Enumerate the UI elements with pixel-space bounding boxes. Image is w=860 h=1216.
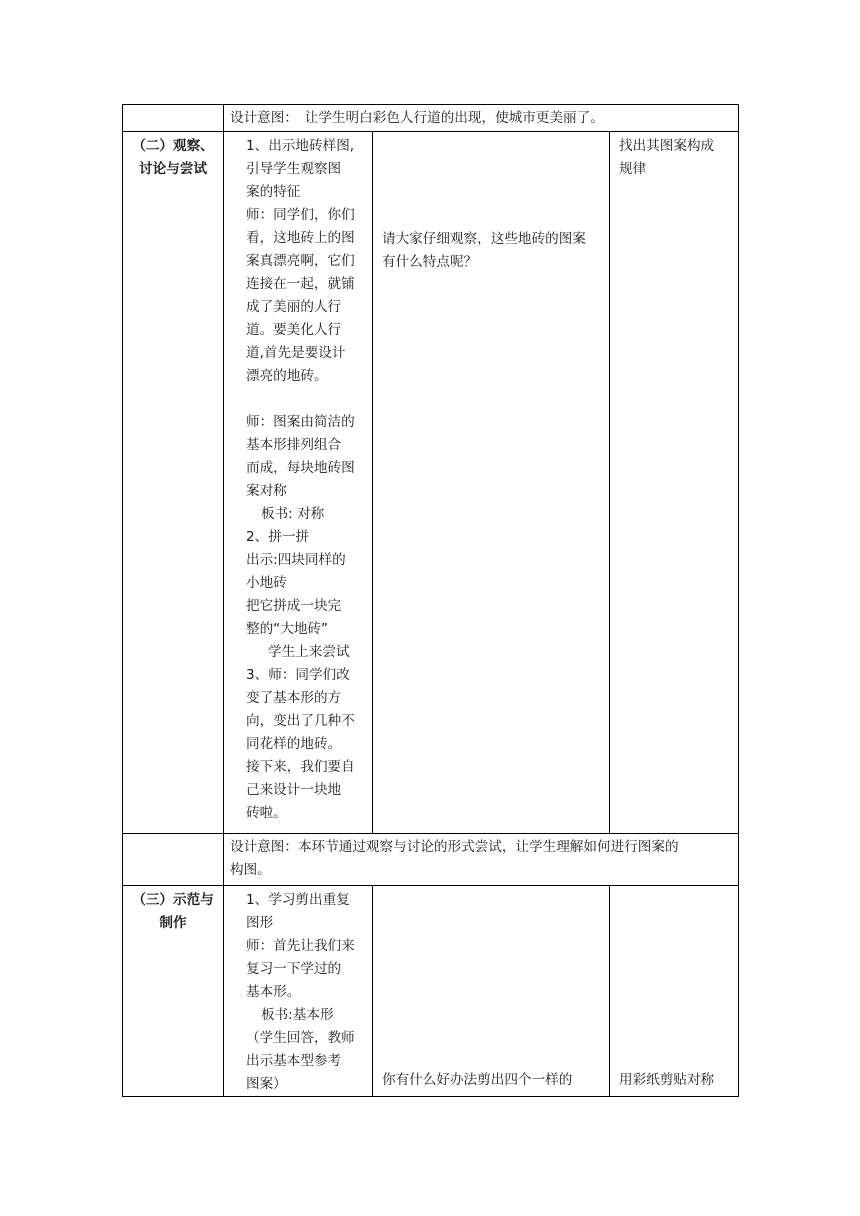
design-intent-text: 设计意图： 让学生明白彩色人行道的出现，使城市更美丽了。 xyxy=(224,105,739,132)
stage-label-line: 制作 xyxy=(159,915,187,931)
text-line: 连接在一起，就铺 xyxy=(246,276,355,292)
text-line: 2、拼一拼 xyxy=(246,529,310,545)
text-line: 道,首先是要设计 xyxy=(246,345,346,361)
student-activity-line: 找出其图案构成 xyxy=(619,138,715,154)
section-2-row xyxy=(123,132,739,834)
text-line: 1、出示地砖样图, xyxy=(246,138,355,154)
teacher-activity-cell xyxy=(224,886,373,1097)
text-line: 引导学生观察图 xyxy=(246,161,342,177)
stage-label-line: 讨论与尝试 xyxy=(139,161,207,177)
design-intent-row-2 xyxy=(123,834,739,886)
question-cell xyxy=(373,132,610,834)
text-line: 砖啦。 xyxy=(246,805,287,821)
text-line: 出示基本型参考 xyxy=(246,1053,342,1069)
stage-label-observe xyxy=(123,132,224,834)
text-line: 变了基本形的方 xyxy=(246,690,342,706)
text-line: 师：首先让我们来 xyxy=(246,938,355,954)
text-line: 3、师：同学们改 xyxy=(246,667,350,683)
teacher-activity-cell xyxy=(224,132,373,834)
section-3-row xyxy=(123,886,739,1097)
stage-label-demo xyxy=(123,886,224,1097)
question-line: 有什么特点呢？ xyxy=(382,254,478,270)
text-line: 复习一下学过的 xyxy=(246,961,342,977)
question-line: 请大家仔细观察，这些地砖的图案 xyxy=(382,231,586,247)
board-writing: 板书:基本形 xyxy=(261,1007,334,1023)
text-line: 案真漂亮啊，它们 xyxy=(246,253,355,269)
student-activity-line: 用彩纸剪贴对称 xyxy=(619,1072,715,1088)
text-line: 师：图案由简洁的 xyxy=(246,414,355,430)
text-line: 看，这地砖上的图 xyxy=(246,230,355,246)
text-line: 基本形。 xyxy=(246,984,301,1000)
intent-line: 设计意图：本环节通过观察与讨论的形式尝试，让学生理解如何进行图案的 xyxy=(230,839,679,855)
question-cell xyxy=(373,886,610,1097)
text-line: 案的特征 xyxy=(246,184,301,200)
text-line: 小地砖 xyxy=(246,575,287,591)
text-line: 而成，每块地砖图 xyxy=(246,460,355,476)
stage-label-line: （二）观察、 xyxy=(132,138,214,154)
lesson-plan-table xyxy=(122,104,739,1097)
text-line: 把它拼成一块完 xyxy=(246,598,342,614)
text-line: 学生上来尝试 xyxy=(268,644,350,660)
design-intent-row-1 xyxy=(123,105,739,132)
student-activity-line: 规律 xyxy=(619,161,647,177)
text-line: 己来设计一块地 xyxy=(246,782,342,798)
text-line: 漂亮的地砖。 xyxy=(246,368,328,384)
text-line: 接下来，我们要自 xyxy=(246,759,355,775)
intent-line: 构图。 xyxy=(230,862,271,878)
text-line: 向，变出了几种不 xyxy=(246,713,355,729)
blank-line xyxy=(246,388,366,411)
text-line: 图案） xyxy=(246,1076,287,1092)
text-line: （学生回答，教师 xyxy=(246,1030,355,1046)
text-line: 1、学习剪出重复 xyxy=(246,892,350,908)
text-line: 基本形排列组合 xyxy=(246,437,342,453)
text-line: 成了美丽的人行 xyxy=(246,299,342,315)
blank-stage-cell xyxy=(123,834,224,886)
text-line: 道。要美化人行 xyxy=(246,322,342,338)
text-line: 案对称 xyxy=(246,483,287,499)
text-line: 整的“大地砖” xyxy=(246,621,329,637)
text-line: 图形 xyxy=(246,915,274,931)
student-activity-cell xyxy=(610,886,739,1097)
student-activity-cell xyxy=(610,132,739,834)
question-line: 你有什么好办法剪出四个一样的 xyxy=(382,1072,573,1088)
text-line: 师：同学们，你们 xyxy=(246,207,355,223)
design-intent-text xyxy=(224,834,739,886)
stage-label-line: （三）示范与 xyxy=(132,892,214,908)
text-line: 同花样的地砖。 xyxy=(246,736,342,752)
board-writing: 板书: 对称 xyxy=(261,506,325,522)
blank-stage-cell xyxy=(123,105,224,132)
text-line: 出示:四块同样的 xyxy=(246,552,346,568)
